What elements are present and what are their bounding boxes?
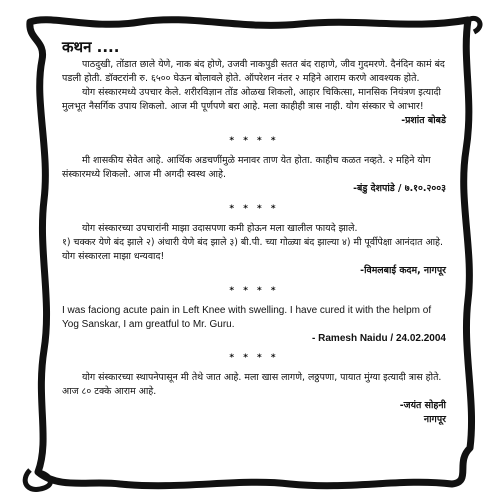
page-title: कथन .... [62,38,120,56]
testimonial-2-signature: -बंडु देशपांडे / ७.१०.२००३ [353,183,446,194]
testimonial-1-signature: -प्रशांत बोबडे [401,115,446,126]
testimonial-2-text: मी शासकीय सेवेत आहे. आर्थिक अडचणींमुळे मनावर ताण येत होता. काहीच कळत नव्हते. २ महिने योग संस्कारमध्ये शिकलो. आज मी अगदी स्वस्थ आहे. [62,155,431,180]
testimonial-4-signature: - Ramesh Naidu / 24.02.2004 [312,333,446,344]
testimonial-4-text: I was faciong acute pain in Left Knee with swelling. I have cured it with the helpm of Yog Sanskar, I am greatful to Mr. Guru. [62,305,432,330]
separator-4: * * * * [229,353,279,363]
separator-2: * * * * [229,204,279,214]
testimonial-1-text-2: योग संस्कारमध्ये उपचार केले. शरीरविज्ञान तोंड ओळख शिकलो, आहार चिकित्सा, मानसिक नियंत्रण इत्यादी मुलभूत नैसर्गिक उपाय शिकलो. आज मी पूर्णपणे बरा आहे. मला काहीही त्रास नाही. योग संस्कार चे आभार! [62,87,441,112]
testimonial-5-signature-city: नागपूर [423,414,446,425]
testimonial-3-text-2: १) चक्कर येणे बंद झाले २) अंधारी येणे बंद झाले ३) बी.पी. च्या गोळ्या बंद झाल्या ४) मी पूर्वीपेक्षा आनंदात आहे. योग संस्कारला माझा धन्यवाद! [62,237,444,262]
separator-1: * * * * [229,136,279,146]
testimonial-3-signature: -विमलबाई कदम, नागपूर [360,265,446,276]
separator-3: * * * * [229,286,279,296]
testimonial-content [62,38,446,427]
testimonial-5-text: योग संस्कारच्या स्थापनेपासून मी तेथे जात आहे. मला खास लागणे, लठ्ठपणा, पायात मुंग्या इत्यादी त्रास होते. आज ८० टक्के आराम आहे. [62,372,442,397]
testimonial-3-text: योग संस्कारच्या उपचारांनी माझा उदासपणा कमी होऊन मला खालील फायदे झाले. [82,223,358,234]
testimonial-5-signature: -जयंत सोहनी [399,400,446,411]
testimonial-1-text: पाठदुखी, तोंडात छाले येणे, नाक बंद होणे, उजवी नाकपुडी सतत बंद राहाणे, जीव गुदमरणे. दैनंदिन कामं बंद पडली होती. डॉक्टरांनी रु. ६५०० घेऊन बोलावले होते. ऑपरेशन नंतर २ महिने आराम करणे आवश्यक होते. [62,59,445,84]
